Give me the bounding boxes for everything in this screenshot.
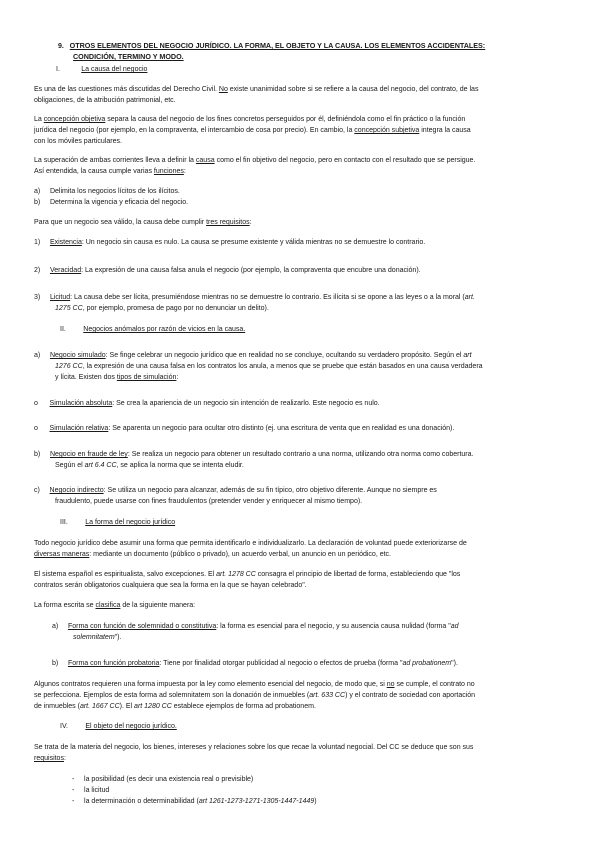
text: obligaciones, de la atribución patrimonial, etc. (34, 97, 176, 104)
text: Determina la vigencia y eficacia del negocio. (49, 199, 189, 206)
section-1-number: I. (56, 66, 60, 73)
text: fraudulento, puede usarse con fines fraudulentos (pretender vender y enriquecer al mismo tiempo). (55, 498, 363, 505)
list-label: a) (52, 623, 59, 630)
text: art. 1667 CC (79, 703, 120, 710)
list-item (34, 292, 566, 303)
text: La superación de ambas corrientes lleva a definir la (34, 157, 196, 164)
list-item (34, 449, 566, 460)
paragraph-line (34, 742, 566, 753)
bullet-item (72, 785, 599, 796)
list-item-continued (73, 632, 599, 643)
list-label: b) (52, 660, 59, 667)
text: ) y el contrato de sociedad con aportación (345, 692, 476, 699)
text: : La causa debe ser lícita, presumiéndose mientras no se demuestre lo contrario. Es ilícita si se opone a las leyes o a la moral ( (70, 294, 465, 301)
text: consagra el principio de libertad de forma, estableciendo que "los (255, 571, 461, 578)
text: , la expresión de una causa falsa en los contratos los anula, a menos que se pruebe que están basados en una causa verdadera (82, 363, 483, 370)
text: separa la causa del negocio de los fines concretos perseguidos por él, definiéndola como el fin práctico o la función (105, 116, 466, 123)
paragraph-line (34, 580, 566, 591)
section-1-heading (56, 64, 588, 75)
text: ad probationem (402, 660, 452, 667)
text: art 1280 CC (134, 703, 172, 710)
text: Así entendida, la causa cumple varias (34, 168, 154, 175)
list-label: c) (34, 487, 40, 494)
text: El sistema español es espiritualista, salvo excepciones. El (34, 571, 217, 578)
heading-title: OTROS ELEMENTOS DEL NEGOCIO JURÍDICO. LA FORMA, EL OBJETO Y LA CAUSA. LOS ELEMENTOS ACCIDENTALES: (69, 41, 486, 50)
text: : Se utiliza un negocio para alcanzar, además de su fin típico, otro objetivo diferente. Aunque no siempre es (103, 487, 437, 494)
paragraph-line (34, 95, 566, 106)
section-3-title: La forma del negocio jurídico (85, 519, 176, 526)
text: Negocio indirecto (49, 487, 104, 494)
text: : (63, 755, 66, 762)
text: la determinación o determinabilidad ( (84, 798, 199, 805)
text: diversas maneras (34, 551, 90, 558)
text: No (218, 86, 228, 93)
text: solemnitatem (73, 634, 115, 641)
paragraph-line (34, 701, 566, 712)
bullet-marker: - (72, 776, 75, 783)
paragraph-line (34, 217, 566, 228)
section-4-number: IV. (60, 723, 68, 730)
text: : la forma es esencial para el negocio, y su ausencia causa nulidad (forma " (216, 623, 451, 630)
section-2-title: Negocios anómalos por razón de vicios en la causa. (83, 326, 246, 333)
section-2-heading (60, 324, 592, 335)
paragraph-line (34, 114, 566, 125)
text: Veracidad (49, 267, 82, 274)
list-item-continued (55, 361, 587, 372)
text: concepción subjetiva (354, 127, 420, 134)
text: : Tiene por finalidad otorgar publicidad al negocio o efectos de prueba (forma " (159, 660, 403, 667)
list-label: 2) (34, 267, 41, 274)
text: art. (464, 294, 475, 301)
text: "). (451, 660, 458, 667)
text: requisitos (34, 755, 64, 762)
text: jurídica del negocio (por ejemplo, en la compraventa, el intercambio de cosa por precio). En cambio, la (34, 127, 355, 134)
text: , por ejemplo, promesa de pago por no denunciar un delito). (82, 305, 269, 312)
text: : La expresión de una causa falsa anula el negocio (por ejemplo, la compraventa que encubre una donación). (81, 267, 421, 274)
text: Forma con función probatoria (67, 660, 160, 667)
paragraph-line (34, 136, 566, 147)
text: establece ejemplos de forma ad probationem. (171, 703, 316, 710)
text: art 1261-1273-1271-1305-1447-1449 (198, 798, 315, 805)
list-item (34, 423, 566, 434)
bullet-item (72, 774, 599, 785)
bullet-item (72, 796, 599, 807)
text: Todo negocio jurídico debe asumir una forma que permita identificarlo e individualizarlo. La declaración de voluntad puede exteriorizarse de (34, 540, 467, 547)
list-item (34, 197, 566, 208)
list-item (34, 485, 566, 496)
text: Negocio en fraude de ley (49, 451, 128, 458)
text: Es una de las cuestiones más discutidas del Derecho Civil. (34, 86, 219, 93)
text: concepción objetiva (43, 116, 106, 123)
text: : Se realiza un negocio para obtener un resultado contrario a una norma, utilizando otra norma como cobertura. (127, 451, 474, 458)
text: : (176, 374, 179, 381)
section-1-title: La causa del negocio (81, 66, 148, 73)
heading-title-2: CONDICIÓN, TERMINO Y MODO. (73, 52, 184, 61)
list-label: 3) (34, 294, 41, 301)
text: causa (195, 157, 215, 164)
section-2-number: II. (60, 326, 66, 333)
text: 1275 CC (55, 305, 83, 312)
text: no (386, 681, 395, 688)
text: tipos de simulación (116, 374, 177, 381)
text: : (183, 168, 186, 175)
text: Se trata de la materia del negocio, los bienes, intereses y relaciones sobre los que recae la voluntad negocial. Del CC se deduce que son sus (34, 744, 474, 751)
list-item-continued (55, 372, 587, 383)
text: ). El (119, 703, 135, 710)
text: art (463, 352, 472, 359)
paragraph-line (34, 679, 566, 690)
text: tres requisitos (206, 219, 250, 226)
paragraph-line (34, 569, 566, 580)
paragraph-line (34, 84, 566, 95)
text: Delimita los negocios lícitos de los ilícitos. (49, 188, 180, 195)
text: clasifica (95, 602, 121, 609)
list-item (52, 658, 584, 669)
list-item (34, 186, 566, 197)
text: con los móviles particulares. (34, 138, 122, 145)
list-label: b) (34, 199, 41, 206)
text: integra la causa (419, 127, 471, 134)
heading-number: 9. (58, 43, 64, 50)
text: : Se aparenta un negocio para ocultar otro distinto (ej. una escritura de venta que en realidad es una donación). (108, 425, 455, 432)
text: Negocio simulado (49, 352, 106, 359)
text: se perfecciona. Ejemplos de esta forma ad solemnitatem son la donación de inmuebles ( (34, 692, 310, 699)
text: contratos serán obligatorios cualquiera que sea la forma en la que se hayan celebrado". (34, 582, 307, 589)
paragraph-line (34, 166, 566, 177)
list-label: a) (34, 352, 41, 359)
text: se cumple, el contrato no (394, 681, 475, 688)
paragraph-line (34, 538, 566, 549)
text: La forma escrita se (34, 602, 96, 609)
text: "). (114, 634, 122, 641)
text: Simulación relativa (49, 425, 109, 432)
list-item (34, 350, 566, 361)
section-4-heading (60, 721, 592, 732)
paragraph-line (34, 549, 566, 560)
list-item (34, 237, 566, 248)
text: Para que un negocio sea válido, la causa debe cumplir (34, 219, 207, 226)
paragraph-line (34, 753, 566, 764)
text: art. 633 CC (309, 692, 346, 699)
text: Forma con función de solemnidad o constitutiva (67, 623, 217, 630)
text: art. 1278 CC (216, 571, 256, 578)
text: de inmuebles ( (34, 703, 80, 710)
list-label: b) (34, 451, 41, 458)
list-item-continued (55, 496, 587, 507)
text: : Se finge celebrar un negocio jurídico que en realidad no se concluye, ocultando su verdadero propósito. Según el (105, 352, 464, 359)
text: Según el (55, 462, 85, 469)
text: : (249, 219, 252, 226)
bullet-marker: - (72, 798, 75, 805)
list-item-continued (55, 460, 587, 471)
list-item (52, 621, 584, 632)
text: Algunos contratos requieren una forma impuesta por la ley como elemento esencial del negocio, de modo que, si (34, 681, 387, 688)
text: de la siguiente manera: (120, 602, 196, 609)
list-label: a) (34, 188, 41, 195)
text: La (34, 116, 44, 123)
paragraph-line (34, 600, 566, 611)
paragraph-line (34, 125, 566, 136)
text: como el fin objetivo del negocio, pero en contacto con el resultado que se persigue. (214, 157, 476, 164)
list-item (34, 265, 566, 276)
text: funciones (153, 168, 184, 175)
heading-line-2 (73, 51, 599, 63)
section-3-heading (60, 517, 592, 528)
list-label: o (34, 425, 38, 432)
text: 1276 CC (55, 363, 83, 370)
text: ) (314, 798, 317, 805)
text: la licitud (84, 787, 110, 794)
section-3-number: III. (60, 519, 68, 526)
text: : Se crea la apariencia de un negocio sin intención de realizarlo. Este negocio es nulo. (112, 400, 380, 407)
list-item-continued (55, 303, 587, 314)
list-item (34, 398, 566, 409)
section-4-title: El objeto del negocio jurídico. (85, 723, 177, 730)
text: ad (450, 623, 459, 630)
paragraph-line (34, 155, 566, 166)
text: Licitud (49, 294, 71, 301)
text: Existencia (49, 239, 82, 246)
text: , se aplica la norma que se intenta eludir. (116, 462, 244, 469)
text: existe unanimidad sobre si se refiere a la causa del negocio, del contrato, de las (227, 86, 479, 93)
text: : Un negocio sin causa es nulo. La causa se presume existente y válida mientras no se demuestre lo contrario. (81, 239, 426, 246)
text: Simulación absoluta (49, 400, 113, 407)
list-label: o (34, 400, 38, 407)
paragraph-line (34, 690, 566, 701)
text: la posibilidad (es decir una existencia real o previsible) (84, 776, 254, 783)
list-label: 1) (34, 239, 41, 246)
text: : mediante un documento (público o privado), un acuerdo verbal, un anuncio en un periódico, etc. (89, 551, 391, 558)
text: y lícita. Existen dos (55, 374, 117, 381)
bullet-marker: - (72, 787, 75, 794)
text: art 6.4 CC (84, 462, 117, 469)
